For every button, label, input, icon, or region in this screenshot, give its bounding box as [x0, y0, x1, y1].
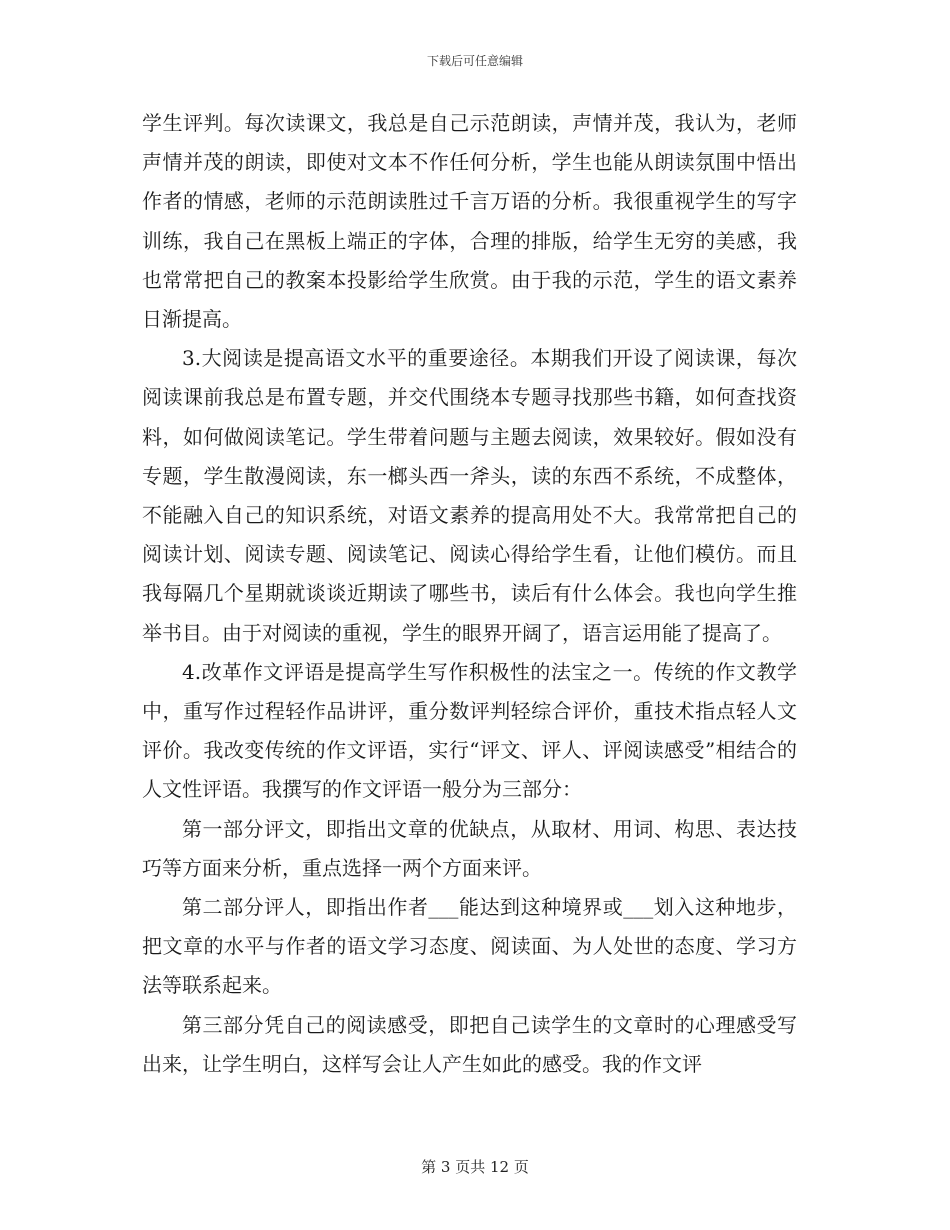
paragraph-5: 第二部分评人，即指出作者___能达到这种境界或___划入这种地步，把文章的水平与作者的语文学习态度、阅读面、为人处世的态度、学习方法等联系起来。	[142, 895, 797, 998]
paragraph-6: 第三部分凭自己的阅读感受，即把自己读学生的文章时的心理感受写出来，让学生明白，这样写会让人产生如此的感受。我的作文评	[142, 1012, 797, 1076]
document-body	[142, 104, 797, 1084]
paragraph-2: 3.大阅读是提高语文水平的重要途径。本期我们开设了阅读课，每次阅读课前我总是布置专题，并交代围绕本专题寻找那些书籍，如何查找资料，如何做阅读笔记。学生带着问题与主题去阅读，效果较好。假如没有专题，学生散漫阅读，东一榔头西一斧头，读的东西不系统，不成整体，不能融入自己的知识系统，对语文素养的提高用处不大。我常常把自己的阅读计划、阅读专题、阅读笔记、阅读心得给学生看，让他们模仿。而且我每隔几个星期就谈谈近期读了哪些书，读后有什么体会。我也向学生推举书目。由于对阅读的重视，学生的眼界开阔了，语言运用能了提高了。	[142, 346, 797, 645]
paragraph-1: 学生评判。每次读课文，我总是自己示范朗读，声情并茂，我认为，老师声情并茂的朗读，即使对文本不作任何分析，学生也能从朗读氛围中悟出作者的情感，老师的示范朗读胜过千言万语的分析。我很重视学生的写字训练，我自己在黑板上端正的字体，合理的排版，给学生无穷的美感，我也常常把自己的教案本投影给学生欣赏。由于我的示范，学生的语文素养日渐提高。	[142, 111, 797, 332]
page-header: 下载后可任意编辑	[426, 54, 523, 68]
page-footer: 第 3 页共 12 页	[421, 1158, 529, 1176]
paragraph-3: 4.改革作文评语是提高学生写作积极性的法宝之一。传统的作文教学中，重写作过程轻作品讲评，重分数评判轻综合评价，重技术指点轻人文评价。我改变传统的作文评语，实行“评文、评人、评阅读感受”相结合的人文性评语。我撰写的作文评语一般分为三部分：	[142, 659, 797, 802]
paragraph-4: 第一部分评文，即指出文章的优缺点，从取材、用词、构思、表达技巧等方面来分析，重点选择一两个方面来评。	[142, 816, 797, 880]
